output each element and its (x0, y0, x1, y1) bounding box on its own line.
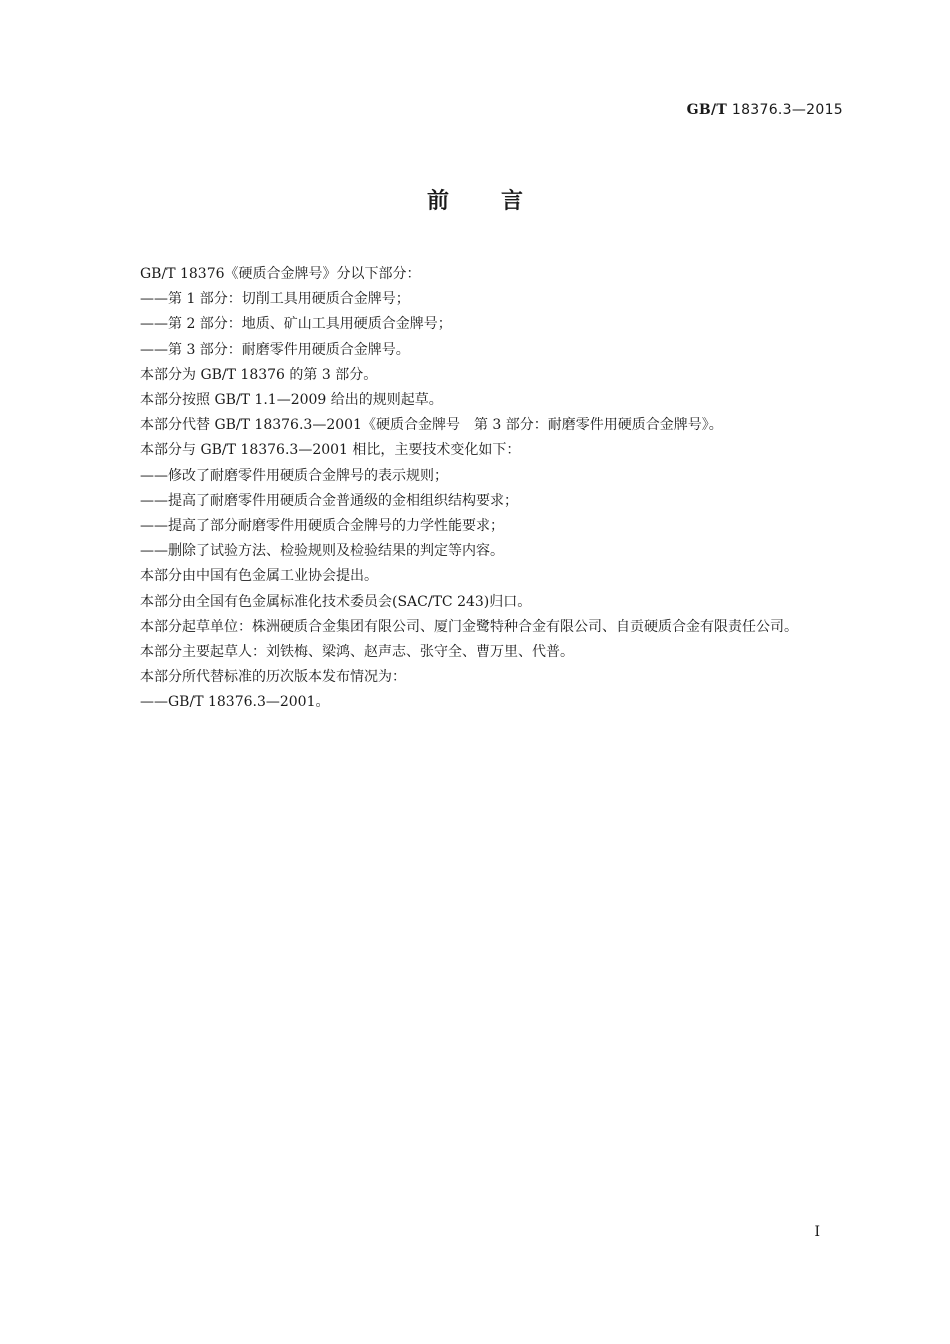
foreword-body (107, 262, 843, 716)
paragraph: 本部分与 GB/T 18376.3—2001 相比，主要技术变化如下： (140, 442, 521, 459)
paragraph: 本部分主要起草人：刘铁梅、梁鸿、赵声志、张守全、曹万里、代普。 (140, 644, 574, 661)
page-title: 前言 (426, 189, 575, 214)
paragraph: 本部分所代替标准的历次版本发布情况为： (140, 669, 406, 686)
list-item: ——第 1 部分：切削工具用硬质合金牌号； (140, 291, 410, 308)
standard-code-number: 18376.3—2015 (731, 102, 843, 118)
paragraph: 本部分由全国有色金属标准化技术委员会(SAC/TC 243)归口。 (140, 593, 532, 610)
standard-code-prefix: GB/T (686, 102, 728, 118)
paragraph: 本部分为 GB/T 18376 的第 3 部分。 (140, 366, 378, 383)
standard-code (687, 102, 843, 118)
list-item: ——修改了耐磨零件用硬质合金牌号的表示规则； (140, 467, 448, 484)
list-item: ——删除了试验方法、检验规则及检验结果的判定等内容。 (140, 543, 504, 560)
paragraph: 本部分由中国有色金属工业协会提出。 (140, 568, 378, 585)
list-item: ——第 2 部分：地质、矿山工具用硬质合金牌号； (140, 316, 452, 333)
list-item: ——第 3 部分：耐磨零件用硬质合金牌号。 (140, 341, 410, 358)
paragraph: 本部分起草单位：株洲硬质合金集团有限公司、厦门金鹭特种合金有限公司、自贡硬质合金有限责任公司。 (140, 618, 798, 635)
paragraph: GB/T 18376《硬质合金牌号》分以下部分： (140, 266, 421, 282)
list-item: ——GB/T 18376.3—2001。 (140, 694, 330, 711)
list-item: ——提高了耐磨零件用硬质合金普通级的金相组织结构要求； (140, 492, 518, 509)
paragraph: 本部分按照 GB/T 1.1—2009 给出的规则起草。 (140, 392, 443, 409)
paragraph: 本部分代替 GB/T 18376.3—2001《硬质合金牌号 第 3 部分：耐磨零件用硬质合金牌号》。 (140, 417, 723, 434)
page-number: I (814, 1224, 820, 1240)
list-item: ——提高了部分耐磨零件用硬质合金牌号的力学性能要求； (140, 518, 504, 535)
